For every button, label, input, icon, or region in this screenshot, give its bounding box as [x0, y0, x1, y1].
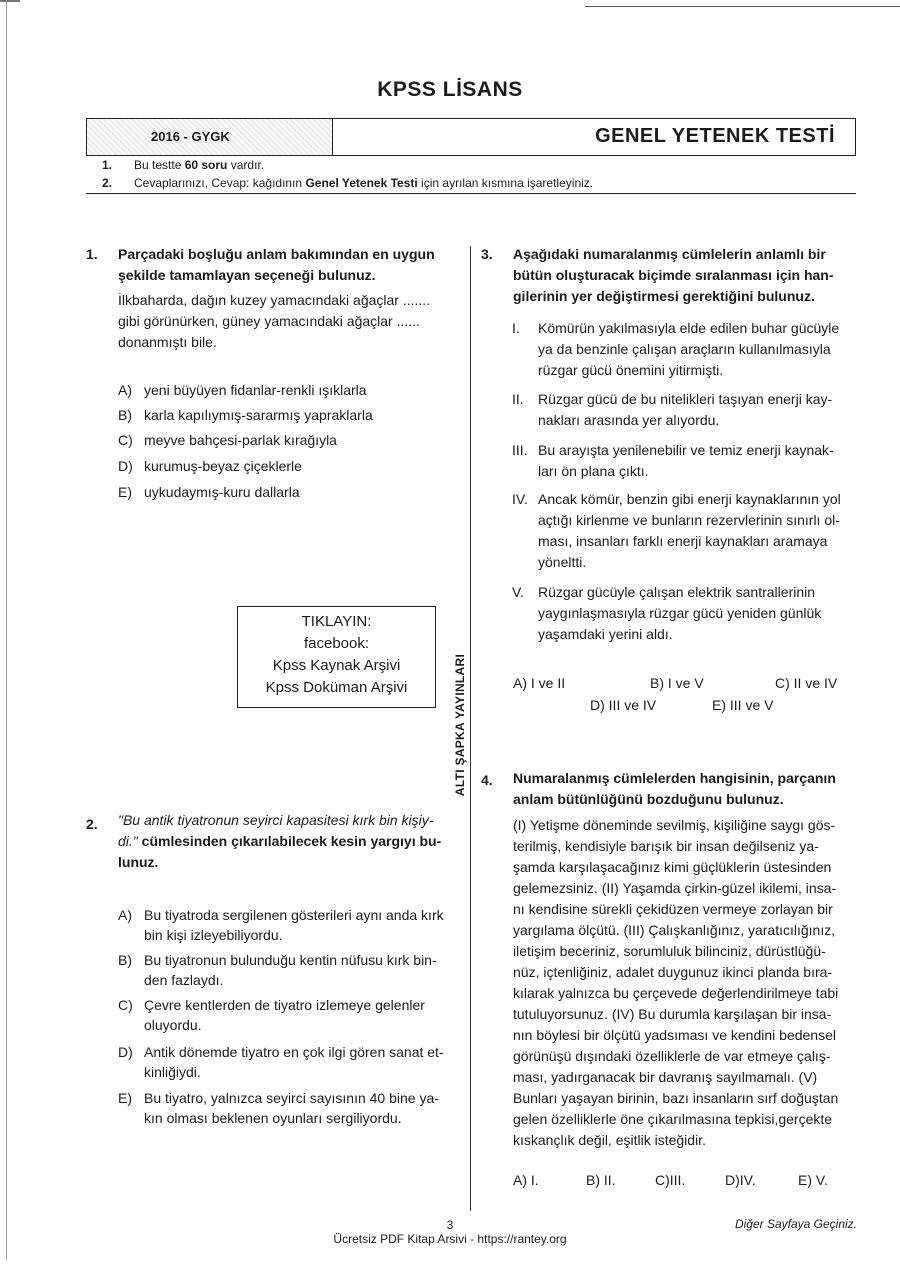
q1-option-c[interactable]: C) meyve bahçesi-parlak kırağıyla: [118, 432, 337, 448]
exam-code: 2016 - GYGK: [151, 129, 230, 144]
q3-number: 3.: [481, 246, 493, 262]
next-page-note: Diğer Sayfaya Geçiniz.: [734, 1217, 857, 1231]
q3-option-b[interactable]: B) I ve V: [650, 675, 704, 691]
q4-passage: (I) Yetişme döneminde sevilmiş, kişiliğine saygı gös- terilmiş, kendisiyle barışık bir insan değilseniz ya- şamda karşılaşacağınız kimi güçlüklerin üstesinden gelemezsiniz. (II) Yaşamda çirkin-güzel ikilemi, insa- nı kendisine sürekli çekidüzen vermeye zorlayan bir yargılama ölçütü. (III) Çalışkanlığınız, yaratıcılığınız, iletişim beceriniz, sorumluluk bilinciniz, dürüstlüğü- nüz, içtenliğiniz, adalet duygunuz ikinci planda bıra- kılarak yalnızca bu çerçevede değerlendirilmeye tabi tutuluyorsunuz. (IV) Bu durumla karşılaşan bir insa- nın böylesi bir ölçütü yadsıması ve kendini bedensel görünüşü dışındaki özelliklerle de var etmeye çalış- ması, yadırganacak bir davranış sayılmamalı. (V) Bunları yaşayan birinin, bazı insanların sırf doğuştan gelen özelliklerle öne çıkarılmasına tepkisi,gerçekte kıskançlık değil, eşitlik isteğidir.: [513, 817, 839, 1148]
q1-option-a[interactable]: A) yeni büyüyen fidanlar-renkli ışıklarla: [118, 382, 367, 398]
scan-artifact-left-edge: [6, 0, 7, 1260]
q3-option-c[interactable]: C) II ve IV: [775, 675, 838, 691]
q4-number: 4.: [481, 772, 493, 788]
instruction-item: [86, 176, 856, 192]
q1-number: 1.: [86, 246, 98, 262]
q3-item-iii: III. Bu arayışta yenilenebilir ve temiz enerji kaynak- ları ön plana çıktı.: [512, 442, 834, 479]
test-header-box: [86, 118, 856, 156]
page-title: KPSS LİSANS: [377, 78, 523, 101]
instructions-bottom-rule: [86, 193, 856, 194]
q3-option-a[interactable]: A) I ve II: [513, 675, 566, 691]
q1-stem: Parçadaki boşluğu anlam bakımından en uygun şekilde tamamlayan seçeneği bulunuz.: [118, 246, 435, 283]
q3-item-i: I. Kömürün yakılmasıyla elde edilen buhar gücüyle ya da benzinle çalışan araçların kullanılmasıyla rüzgar gücü önemini yitirmişti.: [512, 320, 840, 378]
instruction-number: 1.: [102, 158, 113, 172]
q4-option-b[interactable]: B) II.: [586, 1172, 616, 1188]
q2-option-c[interactable]: C) Çevre kentlerden de tiyatro izlemeye gelenler oluyordu.: [118, 997, 425, 1033]
q4-option-a[interactable]: A) I.: [513, 1172, 539, 1188]
instruction-item: [86, 158, 856, 174]
column-divider: [470, 246, 471, 1211]
scan-artifact-top-rule: [585, 6, 900, 7]
q2-option-a[interactable]: A) Bu tiyatroda sergilenen gösterileri aynı anda kırk bin kişi izleyebiliyordu.: [118, 907, 444, 943]
promo-line: facebook:: [303, 635, 370, 652]
q2-option-d[interactable]: D) Antik dönemde tiyatro en çok ilgi gören sanat et- kinliğiydi.: [118, 1044, 444, 1080]
vertical-brand-text: ALTI ŞAPKA YAYINLARI: [453, 653, 467, 797]
instruction-number: 2.: [102, 176, 113, 190]
q3-item-v: V. Rüzgar gücüyle çalışan elektrik santrallerinin yaygınlaşmasıyla rüzgar gücü yeniden günlük yaşamdaki yerini aldı.: [512, 584, 822, 642]
promo-line: Kpss Doküman Arşivi: [265, 679, 408, 696]
instruction-text: Bu testte 60 soru vardır.: [134, 158, 265, 172]
page-number: 3: [446, 1218, 454, 1232]
scan-artifact-corner: [0, 0, 20, 2]
promo-line: Kpss Kaynak Arşivi: [272, 657, 401, 674]
q4-stem: Numaralanmış cümlelerden hangisinin, parçanın anlam bütünlüğünü bozduğunu bulunuz.: [513, 770, 836, 807]
q2-number: 2.: [86, 816, 98, 832]
q3-item-iv: IV. Ancak kömür, benzin gibi enerji kaynaklarının yol açtığı kirlenme ve bunların rezervlerinin sınırlı ol- ması, insanları farklı enerji kaynakları aramaya yöneltti.: [512, 491, 841, 570]
q2-option-b[interactable]: B) Bu tiyatronun bulunduğu kentin nüfusu kırk bin- den fazlaydı.: [118, 952, 437, 988]
vertical-brand: [450, 640, 470, 810]
q3-option-d[interactable]: D) III ve IV: [590, 697, 657, 713]
q1-option-e[interactable]: E) uykudaymış-kuru dallarla: [118, 484, 300, 500]
q4-option-c[interactable]: C)III.: [655, 1172, 686, 1188]
instructions: [86, 158, 856, 192]
promo-box[interactable]: [237, 606, 436, 708]
instruction-text: Cevaplarınızı, Cevap: kağıdının Genel Yetenek Testi için ayrılan kısmına işaretleyiniz.: [134, 176, 594, 190]
promo-line: TIKLAYIN:: [301, 613, 372, 630]
q1-option-b[interactable]: B) karla kapılıymış-sararmış yapraklarla: [118, 407, 373, 423]
q3-stem: Aşağıdaki numaralanmış cümlelerin anlamlı bir bütün oluşturacak biçimde sıralanması için han- gilerinin yer değiştirmesi gerektiğini bulunuz.: [513, 246, 834, 304]
q3-option-e[interactable]: E) III ve V: [712, 697, 774, 713]
q3-item-ii: II. Rüzgar gücü de bu nitelikleri taşıyan enerji kay- nakları arasında yer alıyordu.: [512, 391, 833, 428]
q2-stem: "Bu antik tiyatronun seyirci kapasitesi kırk bin kişiy- di." cümlesinden çıkarılabilecek kesin yargıyı bu- lunuz.: [118, 812, 442, 870]
q2-option-e[interactable]: E) Bu tiyatro, yalnızca seyirci sayısının 40 bine ya- kın olması beklenen oyunları sergiliyordu.: [118, 1090, 439, 1126]
q4-option-e[interactable]: E) V.: [798, 1172, 828, 1188]
q4-option-d[interactable]: D)IV.: [725, 1172, 756, 1188]
test-name: GENEL YETENEK TESTİ: [595, 125, 835, 147]
footer-source: Ücretsiz PDF Kitap Arsivi - https://rantey.org: [333, 1232, 567, 1246]
q1-option-d[interactable]: D) kurumuş-beyaz çiçeklerle: [118, 458, 302, 474]
q1-passage: İlkbaharda, dağın kuzey yamacındaki ağaçlar ....... gibi görünürken, güney yamacındaki ağaçlar ...... donanmıştı bile.: [118, 292, 431, 350]
exam-code-cell: [87, 119, 333, 155]
